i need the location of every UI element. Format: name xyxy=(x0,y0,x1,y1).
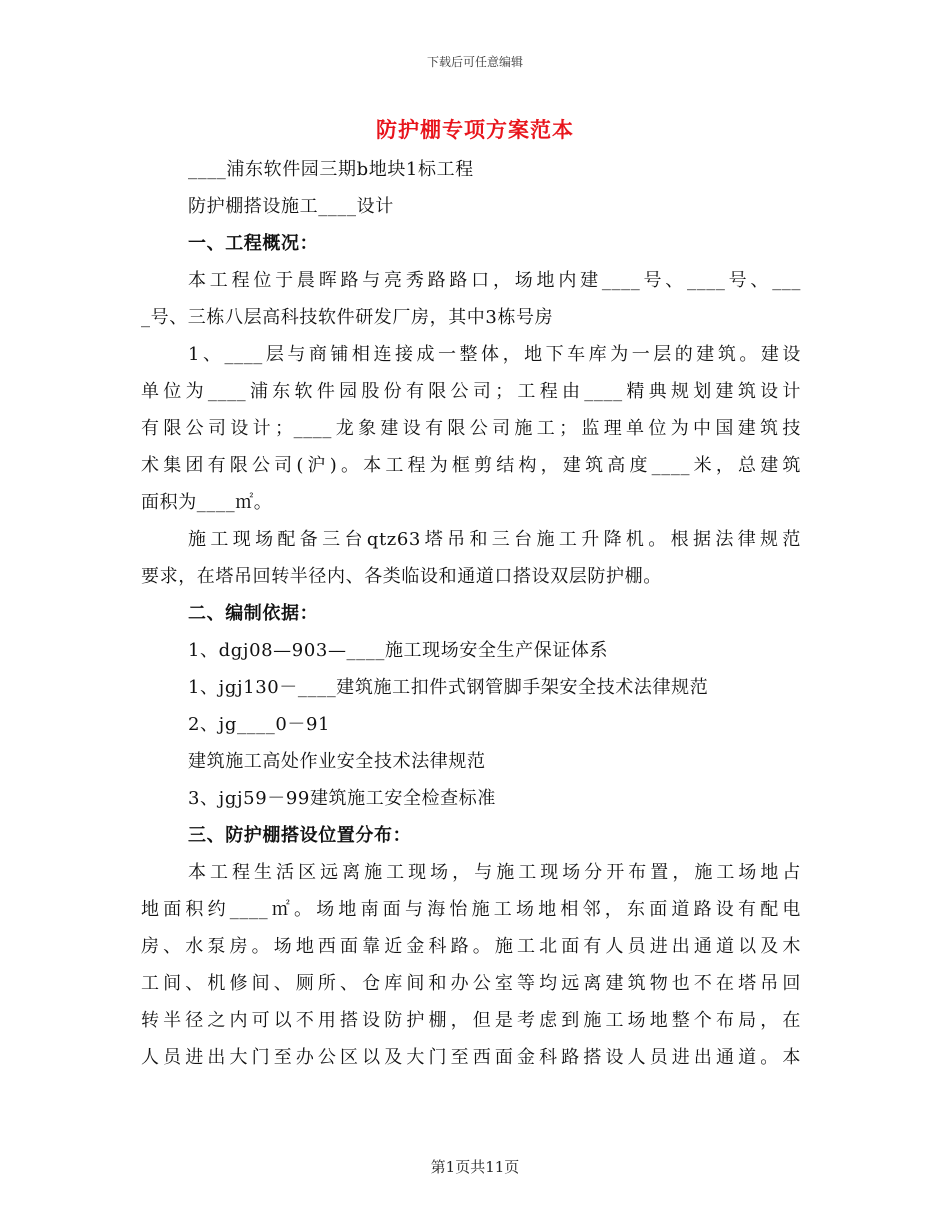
paragraph-line: 人员进出大门至办公区以及大门至西面金科路搭设人员进出通道。本 xyxy=(141,1047,801,1068)
paragraph-line: 转半径之内可以不用搭设防护棚，但是考虑到施工场地整个布局，在 xyxy=(141,1010,801,1031)
design-subtitle-line: 防护棚搭设施工____设计 xyxy=(188,196,394,217)
reference-item: 建筑施工高处作业安全技术法律规范 xyxy=(188,751,486,772)
reference-item: 2、jg____0－91 xyxy=(188,714,331,735)
document-body xyxy=(141,151,801,1076)
paragraph-line: 施工现场配备三台qtz63塔吊和三台施工升降机。根据法律规范 xyxy=(188,529,801,550)
paragraph-line: _号、三栋八层高科技软件研发厂房，其中3栋号房 xyxy=(141,307,554,328)
paragraph-line: 要求，在塔吊回转半径内、各类临设和通道口搭设双层防护棚。 xyxy=(141,566,662,587)
paragraph-line: 地面积约____㎡。场地南面与海怡施工场地相邻，东面道路设有配电 xyxy=(141,899,801,920)
paragraph-line: 有限公司设计；____龙象建设有限公司施工；监理单位为中国建筑技 xyxy=(141,418,801,439)
paragraph-line: 工间、机修间、厕所、仓库间和办公室等均远离建筑物也不在塔吊回 xyxy=(141,973,801,994)
paragraph-line: 本工程位于晨晖路与亮秀路路口，场地内建____号、____号、___ xyxy=(188,270,801,291)
section-heading-basis: 二、编制依据： xyxy=(188,603,319,624)
paragraph-line: 房、水泵房。场地西面靠近金科路。施工北面有人员进出通道以及木 xyxy=(141,936,801,957)
page-footer: 第1页共11页 xyxy=(430,1158,520,1176)
paragraph-line: 1、____层与商铺相连接成一整体，地下车库为一层的建筑。建设 xyxy=(188,344,801,365)
paragraph-line: 术集团有限公司(沪)。本工程为框剪结构，建筑高度____米，总建筑 xyxy=(141,455,801,476)
reference-item: 1、jgj130－____建筑施工扣件式钢管脚手架安全技术法律规范 xyxy=(188,677,709,698)
section-heading-overview: 一、工程概况： xyxy=(188,233,319,254)
paragraph-line: 本工程生活区远离施工现场，与施工现场分开布置，施工场地占 xyxy=(188,862,801,883)
section-heading-location: 三、防护棚搭设位置分布： xyxy=(188,825,412,846)
project-name-line: ____浦东软件园三期b地块1标工程 xyxy=(188,159,474,180)
header-note: 下载后可任意编辑 xyxy=(426,55,523,69)
reference-item: 1、dgj08—903—____施工现场安全生产保证体系 xyxy=(188,640,609,661)
document-title: 防护棚专项方案范本 xyxy=(376,117,574,142)
paragraph-line: 面积为____㎡。 xyxy=(141,492,273,513)
paragraph-line: 单位为____浦东软件园股份有限公司；工程由____精典规划建筑设计 xyxy=(141,381,801,402)
reference-item: 3、jgj59－99建筑施工安全检查标准 xyxy=(188,788,496,809)
